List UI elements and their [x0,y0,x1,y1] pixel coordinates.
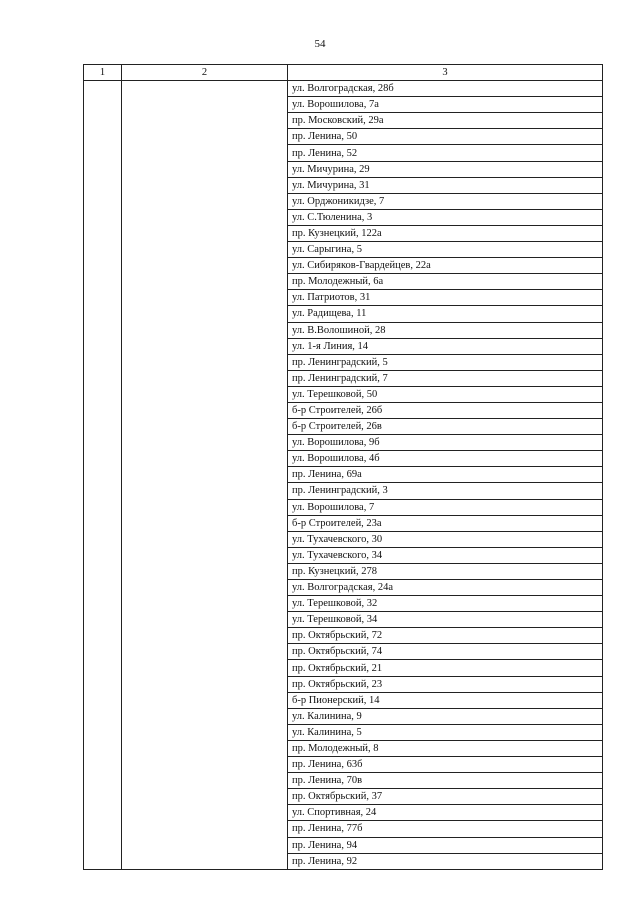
address-cell: пр. Ленина, 69а [288,467,603,483]
address-cell: ул. С.Тюленина, 3 [288,209,603,225]
address-cell: пр. Молодежный, 8 [288,740,603,756]
address-cell: ул. Волгоградская, 28б [288,81,603,97]
address-table [83,64,603,870]
address-cell: ул. Тухачевского, 34 [288,547,603,563]
column-header-1: 1 [84,65,122,81]
table-header [84,65,603,81]
address-cell: ул. Калинина, 5 [288,724,603,740]
header-row [84,65,603,81]
table-row [84,81,603,97]
address-cell: пр. Ленина, 70в [288,773,603,789]
address-cell: пр. Кузнецкий, 278 [288,563,603,579]
address-cell: пр. Октябрьский, 72 [288,628,603,644]
address-cell: ул. Терешковой, 50 [288,386,603,402]
address-cell: ул. Ворошилова, 7 [288,499,603,515]
address-cell: ул. Сарыгина, 5 [288,242,603,258]
address-cell: пр. Ленина, 77б [288,821,603,837]
column-header-3: 3 [288,65,603,81]
address-cell: пр. Ленинградский, 3 [288,483,603,499]
column-2-cell [122,81,288,870]
address-cell: ул. Тухачевского, 30 [288,531,603,547]
address-cell: ул. Патриотов, 31 [288,290,603,306]
address-cell: пр. Ленина, 92 [288,853,603,869]
address-cell: пр. Молодежный, 6а [288,274,603,290]
table-body [84,81,603,870]
address-cell: ул. Волгоградская, 24а [288,580,603,596]
address-cell: ул. Ворошилова, 4б [288,451,603,467]
address-cell: пр. Октябрьский, 74 [288,644,603,660]
address-cell: ул. Сибиряков-Гвардейцев, 22а [288,258,603,274]
address-cell: б-р Строителей, 26б [288,402,603,418]
address-cell: ул. Терешковой, 34 [288,612,603,628]
address-cell: пр. Ленина, 63б [288,757,603,773]
address-cell: пр. Октябрьский, 23 [288,676,603,692]
address-cell: пр. Ленина, 52 [288,145,603,161]
page-number: 54 [314,38,326,50]
address-cell: ул. Ворошилова, 9б [288,435,603,451]
column-header-2: 2 [122,65,288,81]
address-cell: ул. 1-я Линия, 14 [288,338,603,354]
address-cell: ул. Радищева, 11 [288,306,603,322]
address-cell: ул. Спортивная, 24 [288,805,603,821]
address-cell: ул. В.Волошиной, 28 [288,322,603,338]
address-cell: пр. Кузнецкий, 122а [288,225,603,241]
address-cell: пр. Московский, 29а [288,113,603,129]
address-cell: ул. Мичурина, 29 [288,161,603,177]
address-cell: ул. Калинина, 9 [288,708,603,724]
address-cell: пр. Ленина, 50 [288,129,603,145]
address-cell: ул. Ворошилова, 7а [288,97,603,113]
address-cell: пр. Октябрьский, 37 [288,789,603,805]
address-cell: б-р Строителей, 23а [288,515,603,531]
address-cell: ул. Мичурина, 31 [288,177,603,193]
address-cell: пр. Ленина, 94 [288,837,603,853]
address-cell: ул. Орджоникидзе, 7 [288,193,603,209]
address-cell: пр. Ленинградский, 5 [288,354,603,370]
address-cell: б-р Пионерский, 14 [288,692,603,708]
column-1-cell [84,81,122,870]
address-cell: б-р Строителей, 26в [288,419,603,435]
address-cell: пр. Октябрьский, 21 [288,660,603,676]
address-cell: пр. Ленинградский, 7 [288,370,603,386]
address-cell: ул. Терешковой, 32 [288,596,603,612]
